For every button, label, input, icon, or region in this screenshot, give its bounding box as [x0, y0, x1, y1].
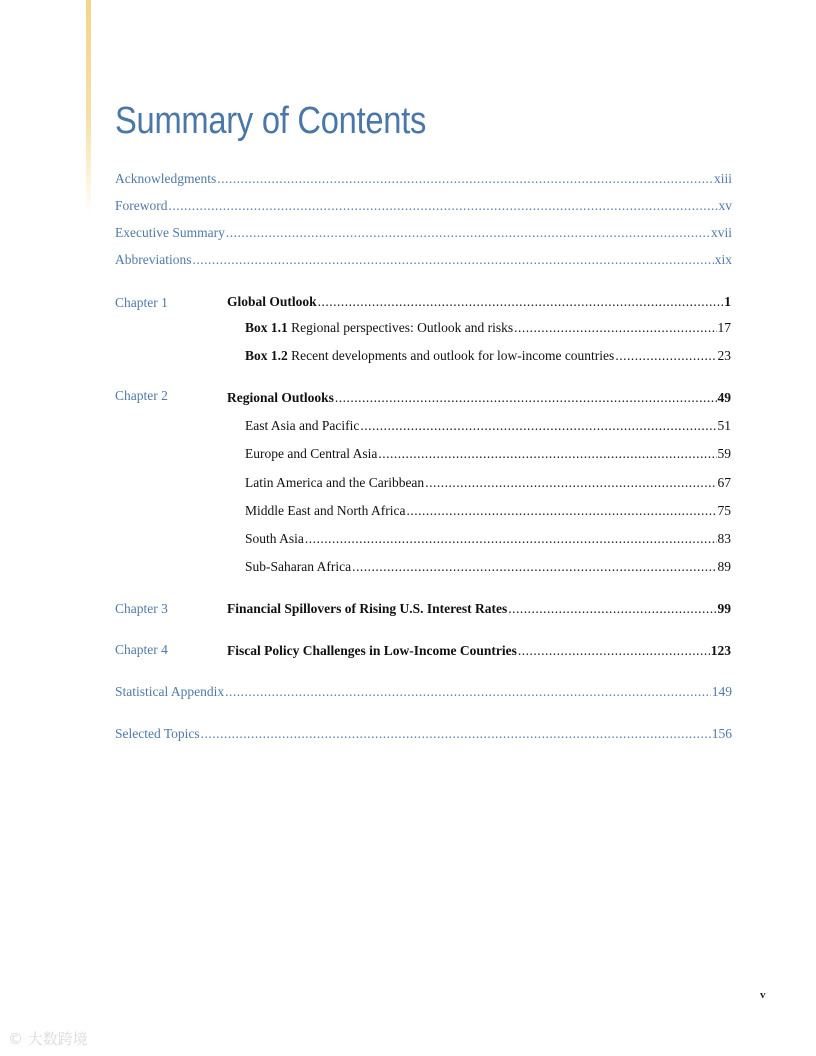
dot-leader: [201, 725, 711, 743]
toc-entry-label: Acknowledgments: [115, 171, 217, 186]
toc-entry-page: xix: [714, 252, 732, 267]
dot-leader: [193, 251, 714, 269]
toc-entry-label: Foreword: [115, 198, 168, 213]
chapter-4-label: Chapter 4: [115, 642, 168, 657]
dot-leader: [226, 224, 710, 242]
dot-leader: [406, 502, 716, 520]
toc-entry-page: 67: [717, 475, 731, 490]
toc-entry-label: Executive Summary: [115, 225, 225, 240]
toc-entry-statistical-appendix[interactable]: [115, 683, 732, 701]
toc-entry-label: Latin America and the Caribbean: [245, 475, 425, 490]
dot-leader: [360, 417, 716, 435]
page-number: v: [760, 989, 766, 1001]
toc-entry-box-1-1[interactable]: [245, 319, 731, 337]
dot-leader: [335, 389, 717, 407]
toc-entry-page: 83: [717, 531, 731, 546]
watermark-logo-icon: ©: [8, 1030, 23, 1048]
accent-bar: [86, 0, 91, 215]
toc-entry-label: East Asia and Pacific: [245, 418, 360, 433]
toc-entry-label: [245, 347, 614, 365]
toc-entry-page: 75: [717, 503, 731, 518]
box-title: Regional perspectives: Outlook and risks: [291, 320, 514, 335]
toc-entry-latin-america-caribbean[interactable]: [245, 474, 731, 492]
toc-entry-acknowledgments[interactable]: [115, 170, 732, 188]
box-number: Box 1.2: [245, 348, 288, 363]
chapter-2-label: Chapter 2: [115, 388, 168, 403]
toc-entry-label: South Asia: [245, 531, 304, 546]
toc-entry-label: Sub-Saharan Africa: [245, 559, 352, 574]
toc-entry-page: 123: [710, 643, 731, 658]
toc-entry-chapter-1[interactable]: [227, 293, 731, 311]
toc-entry-selected-topics[interactable]: [115, 725, 732, 743]
chapter-3-label: Chapter 3: [115, 601, 168, 616]
dot-leader: [514, 319, 716, 337]
dot-leader: [378, 445, 716, 463]
dot-leader: [352, 558, 716, 576]
toc-entry-label: Statistical Appendix: [115, 684, 225, 699]
toc-entry-page: 49: [717, 390, 731, 405]
toc-entry-chapter-4[interactable]: [227, 642, 731, 660]
watermark-text: 大数跨境: [27, 1030, 88, 1048]
dot-leader: [518, 642, 710, 660]
dot-leader: [615, 347, 716, 365]
toc-entry-foreword[interactable]: [115, 197, 732, 215]
toc-entry-label: Financial Spillovers of Rising U.S. Interest Rates: [227, 601, 508, 616]
toc-entry-chapter-3[interactable]: [227, 600, 731, 618]
toc-entry-page: 99: [717, 601, 731, 616]
toc-entry-label: [245, 319, 513, 337]
dot-leader: [425, 474, 716, 492]
dot-leader: [305, 530, 717, 548]
toc-entry-label: Global Outlook: [227, 294, 317, 309]
toc-entry-label: Selected Topics: [115, 726, 200, 741]
watermark: [8, 1028, 88, 1049]
toc-entry-abbreviations[interactable]: [115, 251, 732, 269]
toc-entry-page: xiii: [713, 171, 732, 186]
toc-entry-label: Europe and Central Asia: [245, 446, 378, 461]
toc-entry-chapter-2[interactable]: [227, 389, 731, 407]
toc-entry-label: Middle East and North Africa: [245, 503, 406, 518]
dot-leader: [508, 600, 716, 618]
toc-entry-page: 149: [711, 684, 732, 699]
toc-entry-east-asia-pacific[interactable]: [245, 417, 731, 435]
box-number: Box 1.1: [245, 320, 288, 335]
toc-entry-page: xv: [718, 198, 732, 213]
toc-entry-page: 156: [711, 726, 732, 741]
toc-entry-page: 51: [717, 418, 731, 433]
toc-entry-page: 23: [717, 348, 731, 363]
dot-leader: [318, 293, 724, 311]
toc-entry-box-1-2[interactable]: [245, 347, 731, 365]
page-title: Summary of Contents: [115, 100, 427, 142]
toc-entry-label: Fiscal Policy Challenges in Low-Income Countries: [227, 643, 517, 658]
toc-entry-page: 1: [724, 294, 731, 309]
toc-entry-executive-summary[interactable]: [115, 224, 732, 242]
toc-entry-label: Regional Outlooks: [227, 390, 334, 405]
toc-entry-middle-east-north-africa[interactable]: [245, 502, 731, 520]
toc-entry-label: Abbreviations: [115, 252, 192, 267]
toc-entry-page: 89: [717, 559, 731, 574]
toc-entry-page: xvii: [710, 225, 732, 240]
dot-leader: [225, 683, 711, 701]
toc-entry-sub-saharan-africa[interactable]: [245, 558, 731, 576]
chapter-1-label: Chapter 1: [115, 295, 168, 310]
dot-leader: [217, 170, 713, 188]
toc-entry-page: 59: [717, 446, 731, 461]
box-title: Recent developments and outlook for low-income countries: [291, 348, 615, 363]
toc-entry-page: 17: [717, 320, 731, 335]
toc-entry-europe-central-asia[interactable]: [245, 445, 731, 463]
toc-entry-south-asia[interactable]: [245, 530, 731, 548]
dot-leader: [169, 197, 718, 215]
